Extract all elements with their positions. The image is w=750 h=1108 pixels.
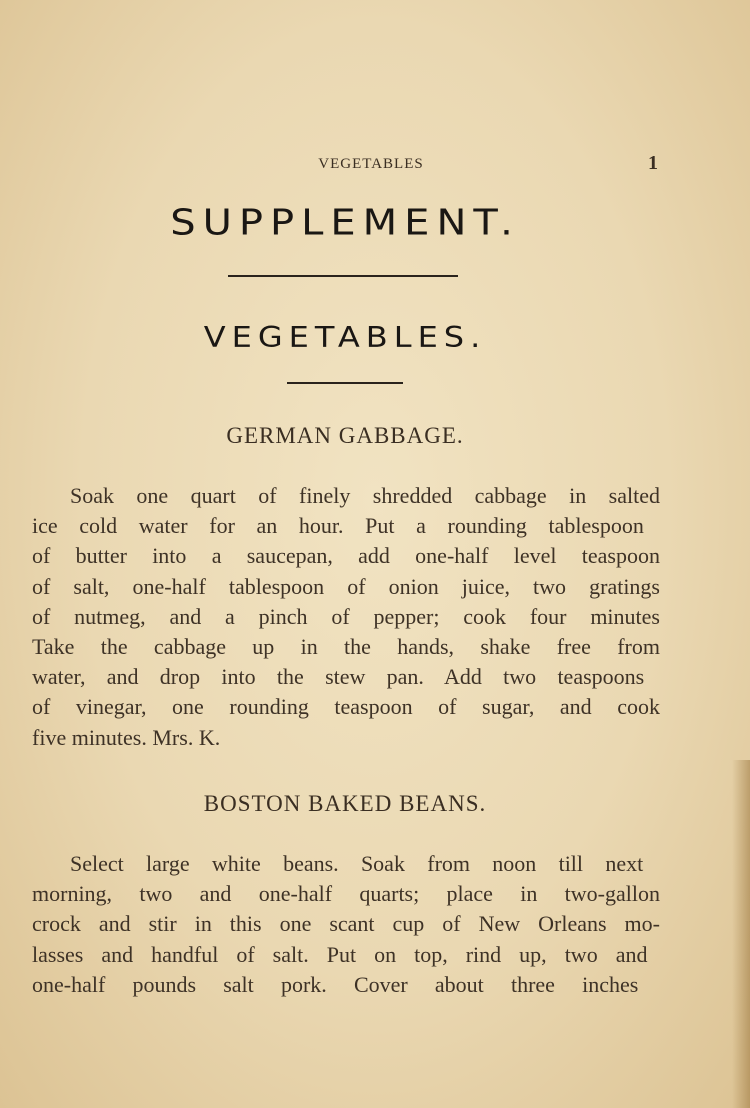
section-rule <box>287 382 403 384</box>
text-line: five minutes. <box>32 724 147 750</box>
text-line: Select large white beans. Soak from noon till next <box>70 851 644 876</box>
text-line: crock and stir in this one scant cup of New Orleans mo- <box>32 911 660 937</box>
text-line: one-half pounds salt pork. Cover about three inches <box>32 971 639 997</box>
text-line: morning, two and one-half quarts; place in two-gallon <box>32 881 660 907</box>
recipe-body-german-cabbage <box>32 481 660 753</box>
title-rule <box>228 275 458 277</box>
page-edge-shadow <box>732 760 750 1108</box>
section-title: VEGETABLES. <box>203 319 487 355</box>
running-head <box>30 152 720 176</box>
running-head-title: VEGETABLES <box>318 156 424 172</box>
recipe-title-boston-baked-beans: BOSTON BAKED BEANS. <box>203 791 487 816</box>
recipe-body-boston-baked-beans <box>32 849 660 1000</box>
text-line: Soak one quart of finely shredded cabbage in salted <box>70 483 660 508</box>
recipe-title-german-cabbage: GERMAN GABBAGE. <box>226 423 464 448</box>
final-line <box>32 723 660 753</box>
text-line: Take the cabbage up in the hands, shake free from <box>32 633 660 659</box>
main-title: SUPPLEMENT. <box>170 202 520 244</box>
page-number: 1 <box>648 152 658 174</box>
text-line: of butter into a saucepan, add one-half level teaspoon <box>32 543 660 569</box>
text-line: ice cold water for an hour. Put a rounding tablespoon <box>32 513 644 539</box>
text-line: water, and drop into the stew pan. Add two teaspoons <box>32 664 645 690</box>
text-line: of vinegar, one rounding teaspoon of sugar, and cook <box>32 694 660 720</box>
text-line: lasses and handful of salt. Put on top, rind up, two and <box>32 941 648 967</box>
attribution: Mrs. K. <box>152 724 221 750</box>
text-line: of nutmeg, and a pinch of pepper; cook four minutes <box>32 603 660 629</box>
text-line: of salt, one-half tablespoon of onion juice, two gratings <box>32 573 660 599</box>
